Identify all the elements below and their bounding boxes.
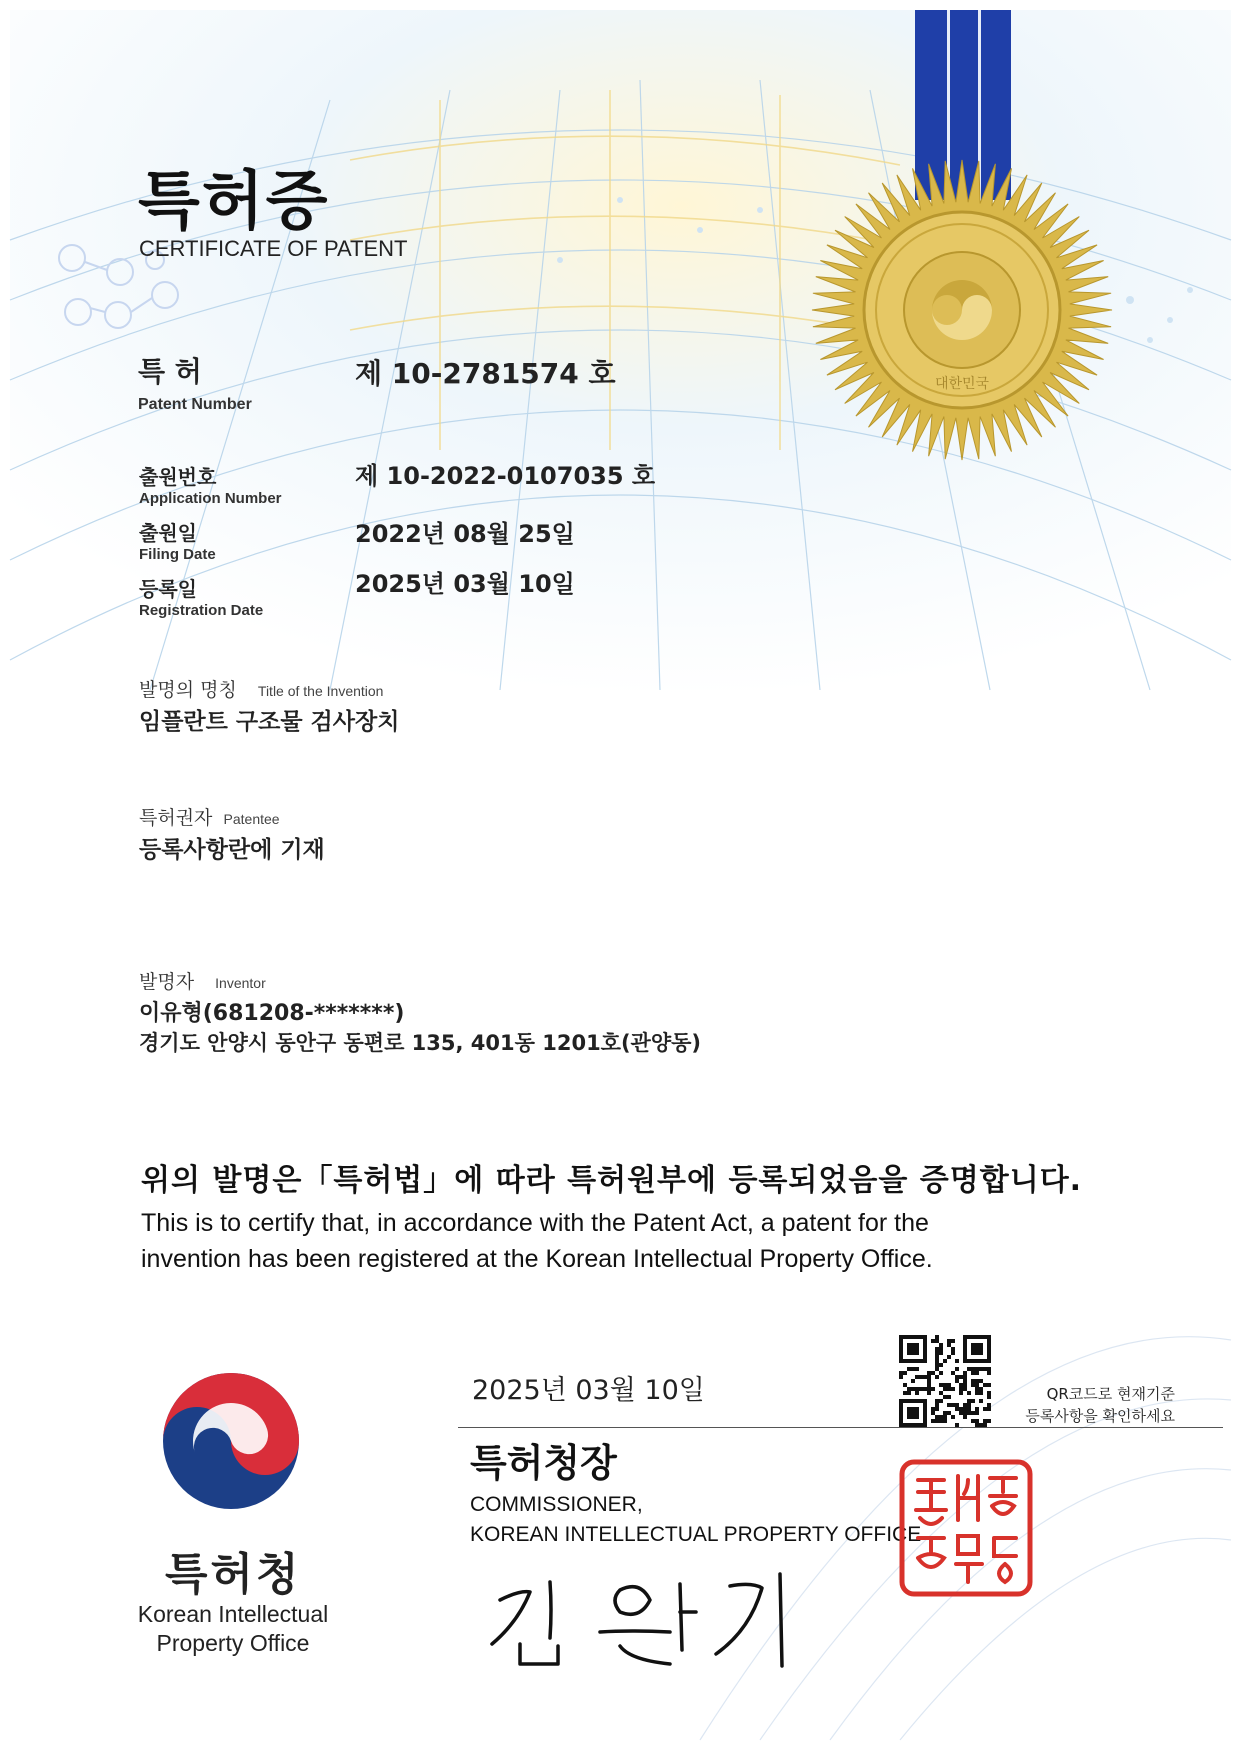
- commissioner-en-line2: KOREAN INTELLECTUAL PROPERTY OFFICE: [470, 1523, 922, 1546]
- commissioner-title-en: [470, 1490, 921, 1550]
- qr-note: [995, 1383, 1175, 1427]
- declaration-en: [141, 1205, 1141, 1277]
- commissioner-title-ko: 특허청장: [470, 1441, 617, 1485]
- declaration-ko: 위의 발명은「특허법」에 따라 특허원부에 등록되었음을 증명합니다.: [141, 1163, 1083, 1198]
- patentee-label-en: Patentee: [223, 811, 280, 827]
- patentee-value: 등록사항란에 기재: [139, 837, 325, 863]
- filing-label-ko: 출원일: [139, 521, 197, 545]
- kipo-name-en-line2: Property Office: [156, 1630, 310, 1656]
- invention-label-ko: 발명의 명칭: [139, 679, 237, 701]
- patentee-label-ko: 특허권자: [139, 807, 213, 829]
- registration-label-ko: 등록일: [139, 577, 197, 601]
- declaration-en-line2: invention has been registered at the Korean Intellectual Property Office.: [141, 1245, 933, 1273]
- ribbon-stripe: [981, 10, 1011, 200]
- registration-date-value: 2025년 03월 10일: [355, 570, 575, 598]
- patent-label-en: Patent Number: [138, 396, 252, 413]
- qr-note-line1: QR코드로 현재기준: [1046, 1385, 1175, 1403]
- footer-divider: [458, 1427, 1223, 1428]
- patent-number-value: 제 10-2781574 호: [355, 357, 616, 390]
- inventor-address: 경기도 안양시 동안구 동편로 135, 401동 1201호(관양동): [139, 1031, 702, 1055]
- qr-note-line2: 등록사항을 확인하세요: [1025, 1407, 1175, 1425]
- filing-date-value: 2022년 08월 25일: [355, 520, 575, 548]
- application-label-ko: 출원번호: [139, 465, 217, 489]
- commissioner-en-line1: COMMISSIONER,: [470, 1493, 643, 1516]
- inventor-label-ko: 발명자: [139, 971, 195, 993]
- filing-label-en: Filing Date: [139, 546, 216, 563]
- patentee-label: [139, 803, 280, 830]
- issue-date: 2025년 03월 10일: [472, 1375, 705, 1406]
- commissioner-signature: [480, 1560, 800, 1680]
- gold-medal-seal: [800, 0, 1130, 480]
- qr-code[interactable]: [899, 1335, 991, 1427]
- official-red-seal: [898, 1458, 1034, 1598]
- patent-number-label: [138, 350, 252, 414]
- application-number-label: [139, 461, 282, 507]
- certificate-title-ko: 특허증: [138, 165, 330, 239]
- declaration-en-line1: This is to certify that, in accordance with the Patent Act, a patent for the: [141, 1209, 929, 1237]
- kipo-taegeuk-logo-icon: [160, 1370, 302, 1512]
- patent-label-ko: 특 허: [138, 355, 202, 388]
- medal-inscription: 대한민국: [934, 376, 990, 392]
- inventor-label: [139, 967, 266, 994]
- application-label-en: Application Number: [139, 490, 282, 507]
- registration-label-en: Registration Date: [139, 602, 264, 619]
- kipo-name-en-line1: Korean Intellectual: [137, 1601, 329, 1627]
- invention-title-label: [139, 675, 383, 702]
- application-number-value: 제 10-2022-0107035 호: [355, 462, 656, 490]
- inventor-name: 이유형(681208-*******): [139, 1001, 405, 1026]
- kipo-name-en: [128, 1600, 338, 1658]
- registration-date-label: [139, 573, 263, 619]
- filing-date-label: [139, 517, 216, 563]
- certificate-title-en: CERTIFICATE OF PATENT: [139, 236, 408, 261]
- kipo-name-ko: 특허청: [165, 1549, 302, 1600]
- inventor-label-en: Inventor: [215, 975, 266, 991]
- invention-title-value: 임플란트 구조물 검사장치: [139, 709, 400, 735]
- invention-label-en: Title of the Invention: [257, 683, 384, 699]
